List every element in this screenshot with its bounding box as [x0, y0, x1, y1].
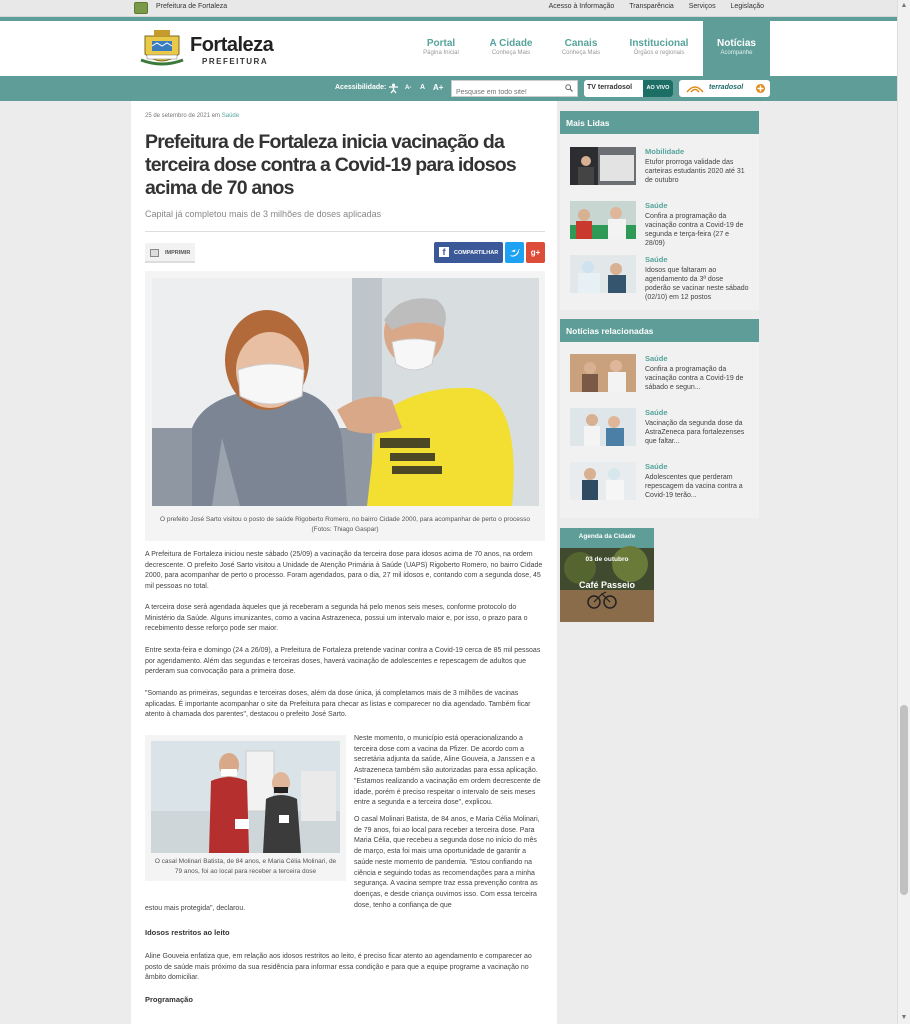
terradosol-button[interactable] — [679, 80, 770, 97]
logo[interactable] — [139, 28, 289, 70]
mais-lidas-item[interactable] — [570, 147, 754, 193]
item-text: Vacinação da segunda dose da AstraZeneca para fortalezenses que faltar... — [645, 420, 745, 445]
nav-noticias-sub: Acompanhe — [720, 50, 753, 56]
logo-title: Fortaleza — [190, 34, 274, 56]
heading-programacao: Programação — [145, 995, 193, 1004]
item-category: Mobilidade — [645, 147, 685, 156]
thumbnail — [570, 147, 636, 185]
relacionadas-item[interactable] — [570, 408, 754, 454]
terradosol-label: terradosol — [709, 84, 744, 91]
item-category: Saúde — [645, 255, 668, 264]
side-paragraph-1: Neste momento, o município está operacionalizando a terceira dose com a vacina da Pfizer. De acordo com a secretária adjunta da saúde, Aline Gouveia, a Janssen e a Astrazeneca também são autorizadas para essa aplicação. "Estamos realizando a vacinação em ordem decrescente de idade, porém é preciso respeitar o intervalo de seis meses entre a segunda e a terceira dose", explicou. — [354, 735, 541, 807]
article-subtitle: Capital já completou mais de 3 milhões de doses aplicadas — [145, 209, 382, 219]
scrollbar-thumb[interactable] — [900, 705, 908, 895]
google-plus-icon: g+ — [530, 248, 541, 257]
search-icon[interactable] — [565, 84, 573, 92]
article-meta — [145, 113, 239, 119]
share-label: COMPARTILHAR — [454, 250, 499, 256]
thumbnail — [570, 201, 636, 239]
divider — [145, 231, 545, 232]
nav-noticias[interactable] — [703, 21, 770, 76]
twitter-share-button[interactable] — [505, 242, 524, 263]
logo-subtitle: PREFEITURA — [202, 57, 269, 66]
font-decrease-button[interactable]: A- — [405, 85, 412, 91]
side-paragraph-2: O casal Molinari Batista, de 84 anos, e Maria Célia Molinari, de 79 anos, foi ao local para receber a terceira dose. Para Maria Célia, que recebeu a segunda dose no início do mês de março, esta foi mais uma oportunidade de garantir a saúde neste momento de pandemia. "Estou confiando na ciência e seguindo todas as recomendações para a minha segurança. A vacina sempre traz essa prevenção contra as doenças, e desde criança ouvimos isso. Com essa terceira dose, tenho a confiança de que — [354, 816, 540, 909]
paragraph-1: A Prefeitura de Fortaleza iniciou neste sábado (25/09) a vacinação da terceira dose para idosos acima de 70 anos, na ordem decrescente. O prefeito José Sarto visitou a Unidade de Atenção Primária à Saúde (UAPS) Rigoberto Romero, no bairro Cidade 2000, para acompanhar de perto o processo. Foram agendados, para o dia, 27 mil idosos e, contando com a segunda dose, 45 mil pessoas no total. — [145, 551, 543, 591]
relacionadas-item[interactable] — [570, 462, 754, 508]
agenda-da-cidade-banner[interactable] — [560, 528, 654, 622]
thumbnail — [570, 408, 636, 446]
nav-a-cidade[interactable] — [479, 21, 543, 76]
twitter-icon — [510, 248, 520, 257]
search-box — [451, 80, 578, 97]
thumbnail — [570, 462, 636, 500]
nav-portal-sub: Página Inicial — [423, 50, 459, 56]
secondary-photo-figure — [145, 735, 346, 881]
crest-icon — [139, 28, 185, 68]
relacionadas-item[interactable] — [570, 354, 754, 400]
link-legislacao[interactable]: Legislação — [730, 3, 764, 10]
facebook-share-button[interactable] — [434, 242, 503, 263]
scroll-up-icon[interactable]: ▲ — [900, 2, 908, 9]
main-photo — [152, 278, 539, 506]
nav-institucional-sub: Órgãos e regionais — [633, 50, 685, 56]
nav-portal[interactable] — [409, 21, 473, 76]
link-acesso-informacao[interactable]: Acesso à Informação — [548, 3, 615, 10]
tv-label: TV terradosol — [587, 84, 633, 91]
live-label: AO VIVO — [643, 80, 673, 97]
paragraph-3: Entre sexta-feira e domingo (24 a 26/09), a Prefeitura de Fortaleza pretende vacinar contra a Covid-19 cerca de 85 mil pessoas por agendamento. Além das segundas e terceiras doses, haverá vacinação de adolescentes e repescagem de adultos que perderam sua convocação para a primeira dose. — [145, 647, 541, 676]
item-text: Adolescentes que perderam repescagem da vacina contra a Covid-19 terão... — [645, 474, 743, 499]
top-utility-bar — [0, 0, 897, 17]
radio-wave-icon — [685, 84, 705, 93]
nav-a-cidade-label: A Cidade — [489, 38, 533, 49]
paragraph-continuation: estou mais protegida", declarou. — [145, 905, 246, 912]
accessibility-icon[interactable] — [388, 83, 399, 94]
site-header — [0, 21, 897, 76]
nav-noticias-label: Notícias — [717, 38, 756, 49]
agenda-photo — [560, 528, 654, 622]
item-category: Saúde — [645, 408, 668, 417]
thumbnail — [570, 354, 636, 392]
scroll-down-icon[interactable]: ▼ — [900, 1014, 908, 1021]
nav-institucional[interactable] — [621, 21, 697, 76]
tv-live-button[interactable] — [584, 80, 673, 97]
main-photo-caption: O prefeito José Sarto visitou o posto de saúde Rigoberto Romero, no bairro Cidade 2000, para acompanhar de perto o processo (Fotos: Thiago Gaspar) — [160, 516, 530, 533]
site-name-link[interactable]: Prefeitura de Fortaleza — [156, 3, 228, 10]
print-label: IMPRIMIR — [165, 250, 191, 256]
print-button[interactable] — [145, 243, 195, 263]
accessibility-bar — [0, 76, 897, 101]
accessibility-label: Acessibilidade: — [335, 84, 387, 91]
paragraph-2: A terceira dose será agendada àqueles que já receberam a segunda há pelo menos seis meses, conforme protocolo do Ministério da Saúde. Alguns imunizantes, como a vacina Astrazeneca, possui um intervalo maior e, por isso, o prazo para o recebimento desse reforço pode ser maior. — [145, 604, 528, 633]
item-category: Saúde — [645, 354, 668, 363]
mais-lidas-item[interactable] — [570, 201, 754, 247]
search-input[interactable] — [452, 85, 560, 100]
mais-lidas-panel — [560, 111, 759, 310]
agenda-date: 03 de outubro — [585, 556, 629, 563]
item-category: Saúde — [645, 201, 668, 210]
item-text: Confira a programação da vacinação contra a Covid-19 de sábado e segun... — [645, 366, 744, 391]
main-photo-figure — [145, 271, 545, 541]
mais-lidas-title: Mais Lidas — [560, 111, 759, 134]
relacionadas-title: Notícias relacionadas — [560, 319, 759, 342]
agenda-title: Agenda da Cidade — [578, 533, 636, 540]
secondary-photo — [151, 741, 340, 853]
font-increase-button[interactable]: A+ — [433, 83, 444, 92]
link-transparencia[interactable]: Transparência — [629, 3, 674, 10]
paragraph-restritos: Aline Gouveia enfatiza que, em relação aos idosos restritos ao leito, é preciso ficar atento ao agendamento e comparecer ao posto de saúde mais próximo da sua residência para informar essa condição e para que a equipe programe a vacinação no âmbito domiciliar. — [145, 953, 532, 982]
item-text: Idosos que faltaram ao agendamento da 3ª dose poderão se vacinar neste sábado (02/10) em 12 postos — [645, 267, 749, 301]
nav-canais-label: Canais — [564, 38, 598, 49]
article-category-link[interactable]: Saúde — [221, 113, 240, 119]
paragraph-4: "Somando as primeiras, segundas e terceiras doses, além da dose única, já completamos mais de 3 milhões de vacinas aplicadas. É importante acompanhar o site da Prefeitura para checar as listas e comparecer no dia agendado. Também ficar atento à chamada dos parentes", destacou o prefeito José Sarto. — [145, 690, 531, 719]
item-text: Confira a programação da vacinação contra a Covid-19 de segunda e terça-feira (27 e 28/09) — [645, 213, 744, 247]
facebook-icon: f — [439, 247, 449, 257]
nav-portal-label: Portal — [426, 38, 456, 49]
noticias-relacionadas-panel — [560, 319, 759, 518]
mais-lidas-item[interactable] — [570, 255, 754, 301]
nav-canais[interactable] — [549, 21, 613, 76]
secondary-photo-caption: O casal Molinari Batista, de 84 anos, e Maria Célia Molinari, de 79 anos, foi ao local para receber a terceira dose — [154, 858, 337, 875]
nav-a-cidade-sub: Conheça Mais — [491, 50, 531, 56]
utility-links — [536, 3, 764, 10]
link-servicos[interactable]: Serviços — [688, 3, 716, 10]
sun-icon — [755, 83, 766, 94]
page-scrollbar[interactable] — [897, 0, 910, 1024]
printer-icon — [150, 249, 159, 257]
agenda-event: Café Passeio — [578, 580, 636, 590]
heading-idosos-restritos: Idosos restritos ao leito — [145, 928, 230, 937]
article — [131, 101, 557, 1024]
city-seal-icon — [134, 2, 148, 14]
nav-institucional-label: Institucional — [629, 38, 689, 49]
article-date: 25 de setembro de 2021 em — [145, 113, 221, 119]
font-normal-button[interactable]: A — [420, 84, 426, 91]
item-category: Saúde — [645, 462, 668, 471]
item-text: Etufor prorroga validade das carteiras estudantis 2020 até 31 de outubro — [645, 159, 745, 184]
google-plus-share-button[interactable] — [526, 242, 545, 263]
thumbnail — [570, 255, 636, 293]
nav-canais-sub: Conheça Mais — [561, 50, 601, 56]
article-title: Prefeitura de Fortaleza inicia vacinação da terceira dose contra a Covid-19 para idosos acima de 70 anos — [145, 131, 516, 199]
